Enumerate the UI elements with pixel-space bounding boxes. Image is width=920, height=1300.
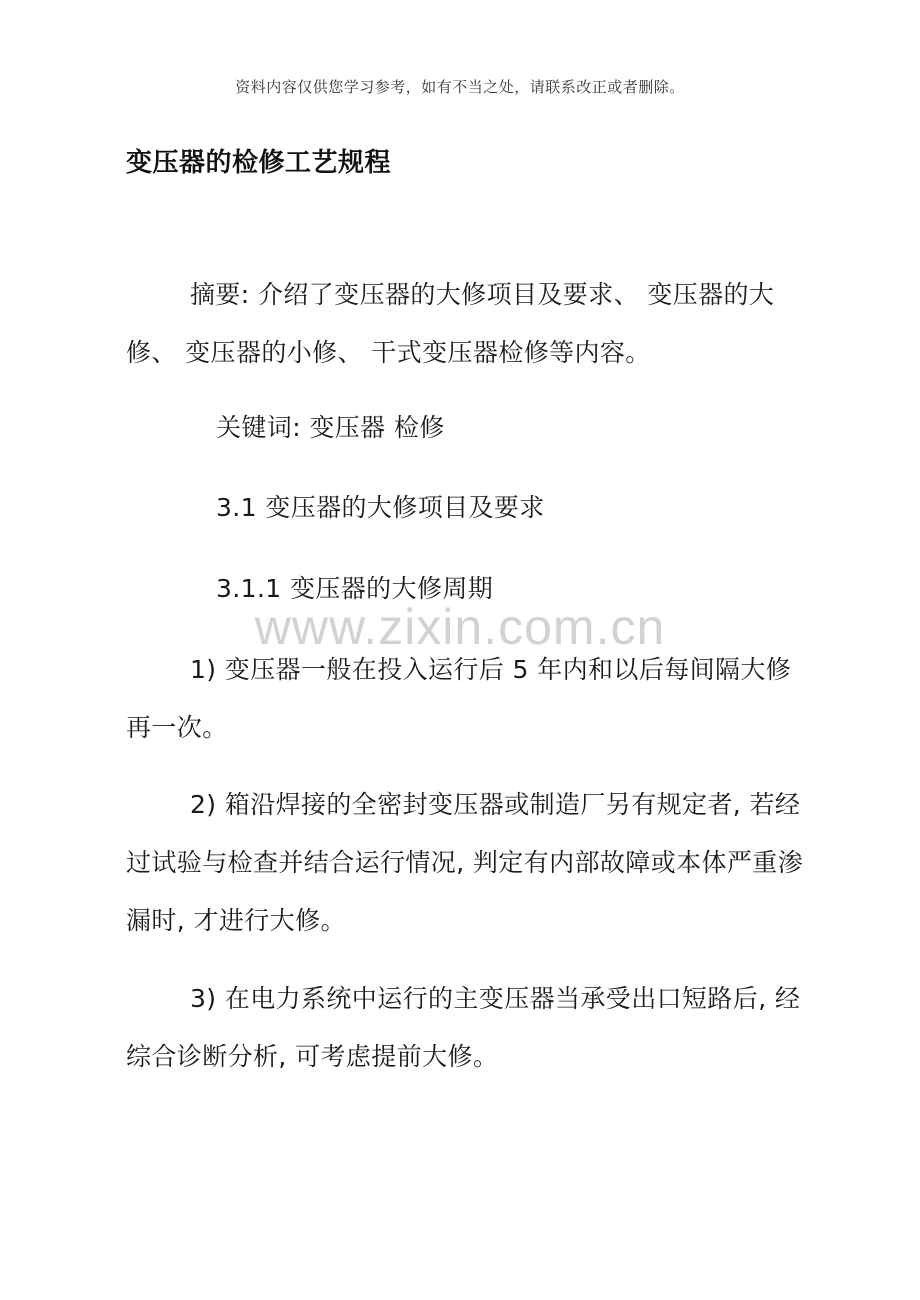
list-item-3: 3) 在电力系统中运行的主变压器当承受出口短路后, 经综合诊断分析, 可考虑提前大修。 bbox=[126, 984, 801, 1071]
section-heading-3-1: 3.1 变压器的大修项目及要求 bbox=[216, 493, 545, 522]
abstract-paragraph: 摘要: 介绍了变压器的大修项目及要求、 变压器的大修、 变压器的小修、 干式变压器检修等内容。 bbox=[126, 280, 775, 367]
list-item-2: 2) 箱沿焊接的全密封变压器或制造厂另有规定者, 若经过试验与检查并结合运行情况, 判定有内部故障或本体严重渗漏时, 才进行大修。 bbox=[126, 790, 804, 935]
keywords-line: 关键词: 变压器 检修 bbox=[216, 413, 445, 442]
watermark: www.zixin.com.cn bbox=[254, 599, 666, 655]
list-item-1: 1) 变压器一般在投入运行后 5 年内和以后每间隔大修再一次。 bbox=[126, 655, 792, 742]
disclaimer-notice: 资料内容仅供您学习参考，如有不当之处，请联系改正或者删除。 bbox=[235, 78, 685, 96]
section-heading-3-1-1: 3.1.1 变压器的大修周期 bbox=[216, 574, 494, 603]
document-title: 变压器的检修工艺规程 bbox=[126, 148, 392, 178]
